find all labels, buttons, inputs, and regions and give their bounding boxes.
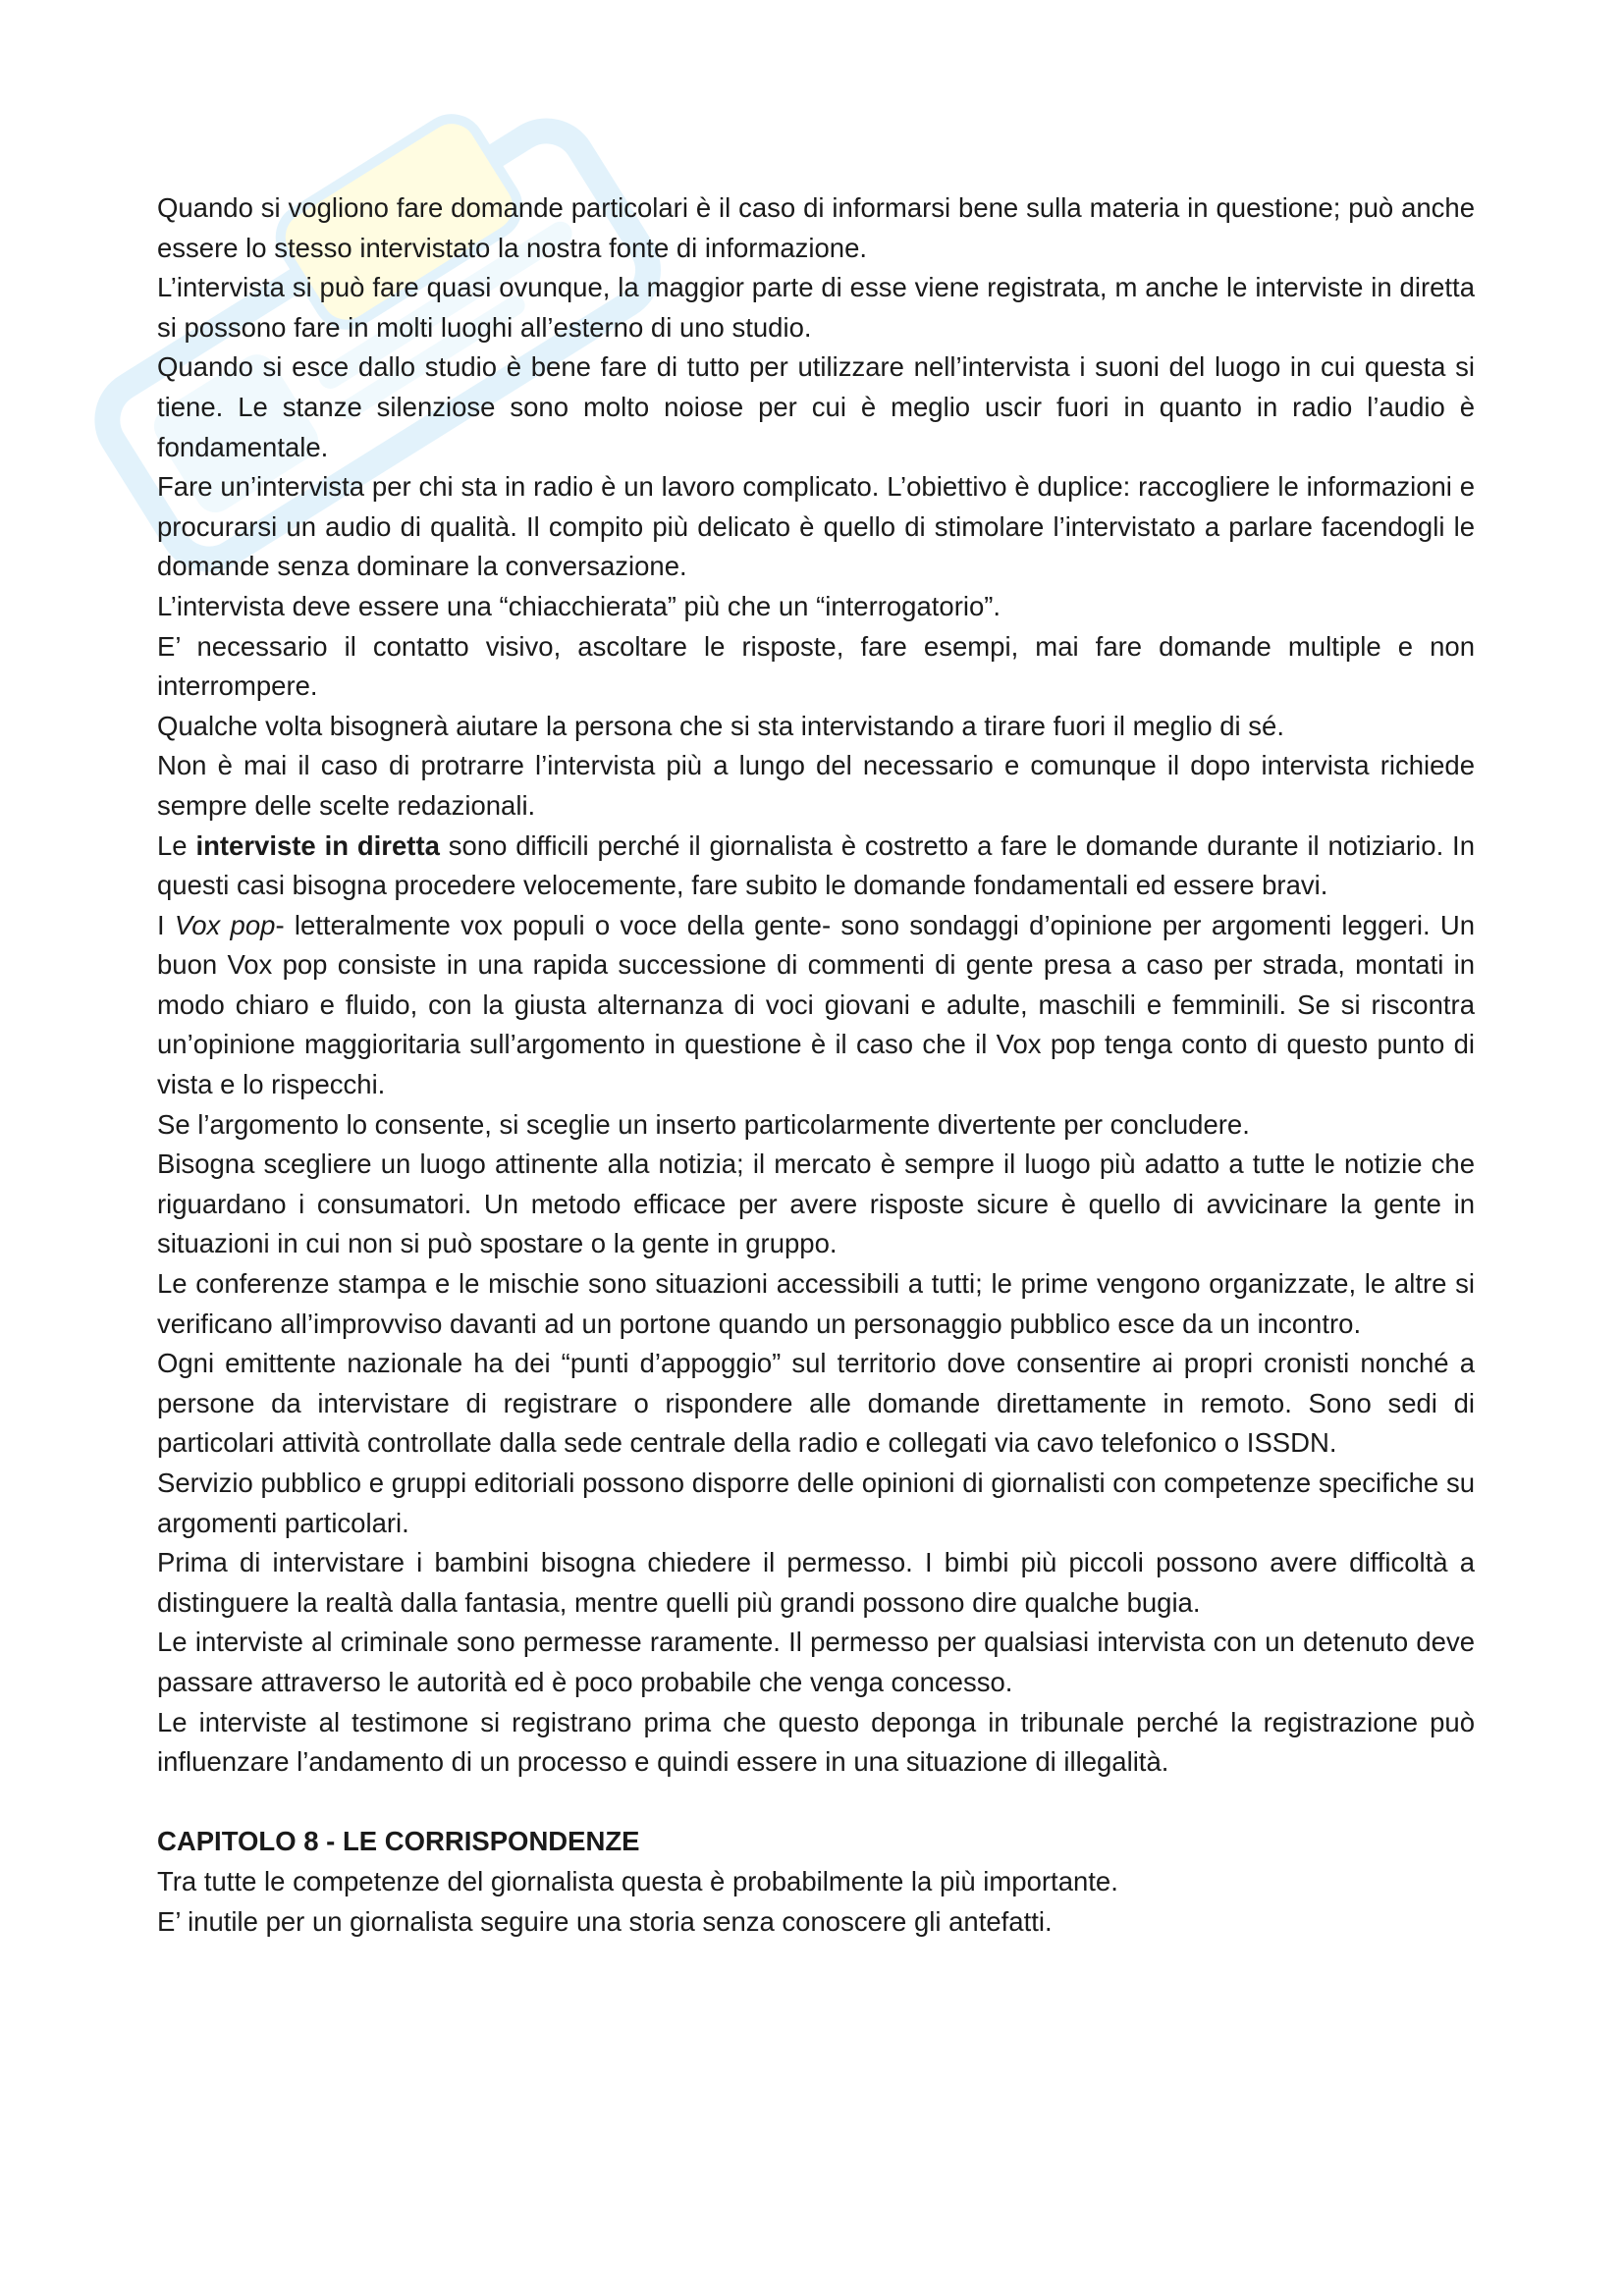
paragraph: Se l’argomento lo consente, si sceglie un inserto particolarmente divertente per concludere. [157, 1108, 1250, 1140]
chapter-separator: - [318, 1826, 343, 1857]
paragraph: Quando si vogliono fare domande particolari è il caso di informarsi bene sulla materia in questione; può anche essere lo stesso intervistato la nostra fonte di informazione. [157, 192, 1475, 263]
paragraph: Tra tutte le competenze del giornalista questa è probabilmente la più importante. [157, 1865, 1118, 1896]
paragraph: Servizio pubblico e gruppi editoriali possono disporre delle opinioni di giornalisti con competenze specifiche su argomenti particolari. [157, 1468, 1475, 1538]
paragraph-vox-pop [157, 906, 1475, 1105]
paragraph: Le interviste al criminale sono permesse raramente. Il permesso per qualsiasi intervista con un detenuto deve passare attraverso le autorità ed è poco probabile che venga concesso. [157, 1627, 1475, 1697]
paragraph-rest: - letteralmente vox populi o voce della gente- sono sondaggi d’opinione per argomenti leggeri. Un buon Vox pop consiste in una rapida successione di commenti di gente presa a caso per strada, montati in modo chiaro e fluido, con la giusta alternanza di voci giovani e adulte, maschili e femminili. Se si riscontra un’opinione maggioritaria sull’argomento in questione è il caso che il Vox pop tenga conto di questo punto di vista e lo rispecchi. [157, 909, 1476, 1100]
emphasis-italic: Vox pop [174, 909, 276, 940]
emphasis-bold: interviste in diretta [195, 829, 440, 861]
paragraph-prefix: I [157, 909, 175, 940]
document-body [157, 188, 1475, 1942]
paragraph: Le conferenze stampa e le mischie sono situazioni accessibili a tutti; le prime vengono organizzate, le altre si verificano all’improvviso davanti ad un portone quando un personaggio pubblico esce da un incontro. [157, 1268, 1475, 1339]
chapter-heading [157, 1822, 1475, 1862]
chapter-title: LE CORRISPONDENZE [342, 1826, 640, 1857]
chapter-number: CAPITOLO 8 [157, 1826, 319, 1857]
paragraph: Prima di intervistare i bambini bisogna chiedere il permesso. I bimbi più piccoli possono avere difficoltà a distinguere la realtà dalla fantasia, mentre quelli più grandi possono dire qualche bugia. [157, 1547, 1475, 1618]
paragraph: E’ inutile per un giornalista seguire una storia senza conoscere gli antefatti. [157, 1905, 1053, 1937]
section-spacer [157, 1783, 1475, 1823]
paragraph-live-interviews [157, 827, 1475, 906]
paragraph: L’intervista si può fare quasi ovunque, la maggior parte di esse viene registrata, m anche le interviste in diretta si possono fare in molti luoghi all’esterno di uno studio. [157, 272, 1475, 343]
paragraph: Ogni emittente nazionale ha dei “punti d’appoggio” sul territorio dove consentire ai propri cronisti nonché a persone da intervistare di registrare o rispondere alle domande direttamente in remoto. Sono sedi di particolari attività controllate dalla sede centrale della radio e collegati via cavo telefonico o ISSDN. [157, 1348, 1475, 1459]
paragraph: E’ necessario il contatto visivo, ascoltare le risposte, fare esempi, mai fare domande multiple e non interrompere. [157, 630, 1475, 702]
paragraph: Bisogna scegliere un luogo attinente alla notizia; il mercato è sempre il luogo più adatto a tutte le notizie che riguardano i consumatori. Un metodo efficace per avere risposte sicure è quello di avvicinare la gente in situazioni in cui non si può spostare o la gente in gruppo. [157, 1148, 1475, 1259]
paragraph: Non è mai il caso di protrarre l’intervista più a lungo del necessario e comunque il dopo intervista richiede sempre delle scelte redazionali. [157, 750, 1475, 821]
paragraph: Le interviste al testimone si registrano prima che questo deponga in tribunale perché la registrazione può influenzare l’andamento di un processo e quindi essere in una situazione di illegalità. [157, 1706, 1475, 1778]
paragraph-rest: sono difficili perché il giornalista è costretto a fare le domande durante il notiziario. In questi casi bisogna procedere velocemente, fare subito le domande fondamentali ed essere bravi. [157, 829, 1475, 901]
paragraph: Quando si esce dallo studio è bene fare di tutto per utilizzare nell’intervista i suoni del luogo in cui questa si tiene. Le stanze silenziose sono molto noiose per cui è meglio uscir fuori in quanto in radio l’audio è fondamentale. [157, 351, 1475, 462]
paragraph: Qualche volta bisognerà aiutare la persona che si sta intervistando a tirare fuori il meglio di sé. [157, 710, 1284, 741]
paragraph: L’intervista deve essere una “chiacchierata” più che un “interrogatorio”. [157, 590, 1001, 621]
paragraph: Fare un’intervista per chi sta in radio è un lavoro complicato. L’obiettivo è duplice: raccogliere le informazioni e procurarsi un audio di qualità. Il compito più delicato è quello di stimolare l’intervistato a parlare facendogli le domande senza dominare la conversazione. [157, 471, 1475, 582]
paragraph-prefix: Le [157, 829, 196, 861]
